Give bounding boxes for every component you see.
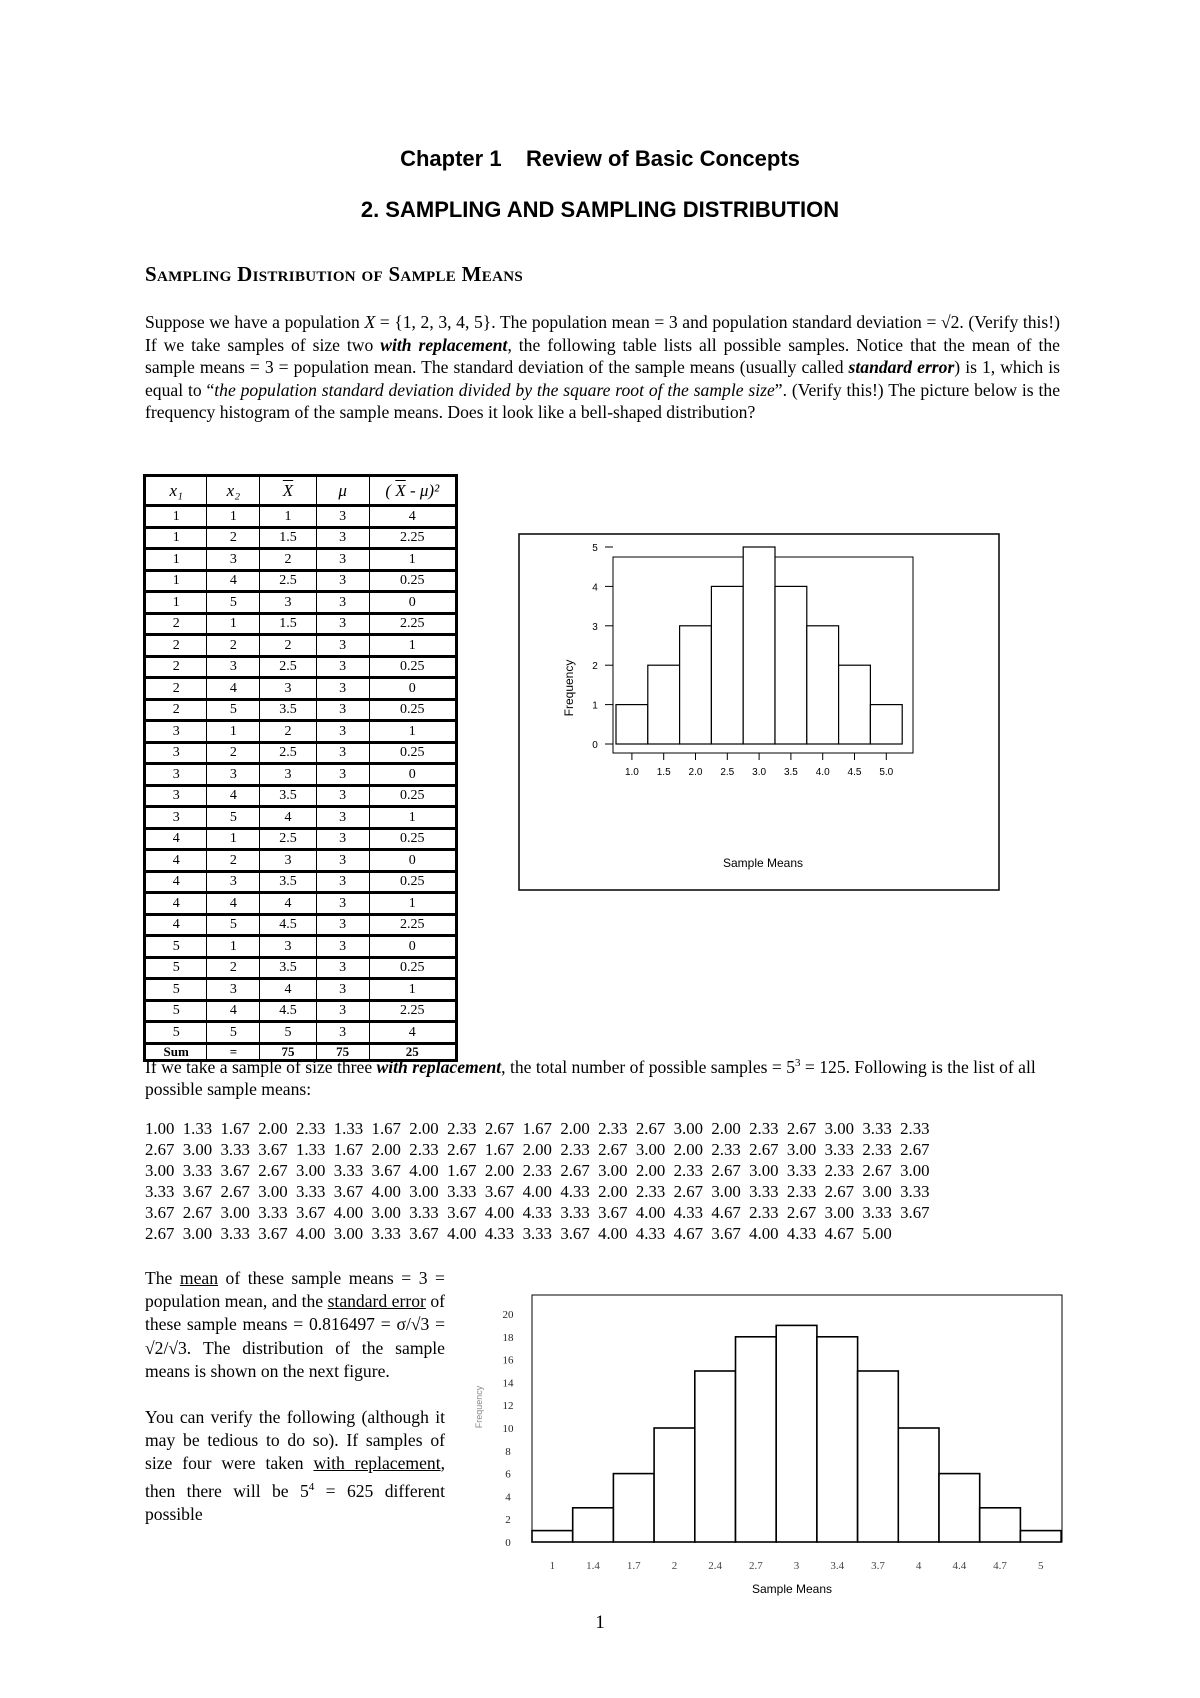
cell-sqdev: 4 — [369, 506, 456, 528]
histogram-bar — [648, 665, 680, 744]
cell-mu: 3 — [316, 936, 369, 958]
cell-x2: 5 — [207, 807, 260, 829]
sample-means-list — [145, 1118, 1075, 1244]
table-row — [145, 570, 457, 592]
cell-xbar: 3.5 — [260, 871, 316, 893]
table-row — [145, 893, 457, 915]
cell-x1: 1 — [145, 549, 207, 571]
cell-x2: 3 — [207, 871, 260, 893]
histogram-bar — [532, 1531, 573, 1542]
table-row — [145, 764, 457, 786]
x-tick-label: 5 — [1038, 1560, 1044, 1572]
cell-x1: 5 — [145, 979, 207, 1001]
cell-x1: 1 — [145, 506, 207, 528]
cell-xbar: 2.5 — [260, 742, 316, 764]
cell-xbar: 3.5 — [260, 785, 316, 807]
table-row — [145, 592, 457, 614]
table-row — [145, 656, 457, 678]
cell-sqdev: 1 — [369, 807, 456, 829]
cell-x1: 4 — [145, 828, 207, 850]
y-tick-label: 0 — [505, 1537, 511, 1549]
histogram-bar — [939, 1474, 980, 1542]
cell-xbar: 4.5 — [260, 914, 316, 936]
histogram-bar — [807, 626, 839, 744]
cell-xbar: 4 — [260, 807, 316, 829]
histogram-bar — [680, 626, 712, 744]
cell-x1: 2 — [145, 656, 207, 678]
cell-x2: 1 — [207, 721, 260, 743]
cell-mu: 3 — [316, 656, 369, 678]
histogram-bar — [573, 1508, 614, 1542]
table-row — [145, 742, 457, 764]
y-tick-label: 5 — [592, 543, 598, 554]
cell-sqdev: 0.25 — [369, 742, 456, 764]
histogram-bar — [858, 1371, 899, 1542]
x-tick-label: 3 — [793, 1560, 800, 1572]
cell-mu: 3 — [316, 828, 369, 850]
cell-xbar: 4 — [260, 893, 316, 915]
cell-x1: 2 — [145, 699, 207, 721]
cell-mu: 3 — [316, 893, 369, 915]
x-tick-label: 4.4 — [952, 1560, 967, 1572]
cell-x2: 2 — [207, 957, 260, 979]
histogram-bar — [695, 1371, 736, 1542]
table-row — [145, 678, 457, 700]
cell-sqdev: 0.25 — [369, 957, 456, 979]
histogram-sample-size-two — [518, 533, 1000, 891]
cell-mu: 3 — [316, 699, 369, 721]
table-body — [145, 506, 457, 1061]
cell-x1: 4 — [145, 914, 207, 936]
sum-cell-sqdev: 25 — [369, 1043, 456, 1060]
x-tick-label: 4 — [915, 1560, 922, 1572]
cell-xbar: 3.5 — [260, 957, 316, 979]
y-tick-label: 16 — [502, 1354, 514, 1367]
cell-sqdev: 0.25 — [369, 871, 456, 893]
x-tick-label: 1.0 — [624, 767, 639, 778]
sample-means-line: 3.33 3.67 2.67 3.00 3.33 3.67 4.00 3.00 3.33 3.67 4.00 4.33 2.00 2.33 2.67 3.00 3.33 2.33 2.67 3.00 3.33 — [145, 1182, 930, 1201]
sample-means-line: 3.00 3.33 3.67 2.67 3.00 3.33 3.67 4.00 1.67 2.00 2.33 2.67 3.00 2.00 2.33 2.67 3.00 3.33 2.33 2.67 3.00 — [145, 1161, 930, 1180]
y-tick-label: 4 — [505, 1491, 511, 1504]
cell-x1: 4 — [145, 893, 207, 915]
histogram-bar — [775, 586, 807, 744]
cell-sqdev: 0.25 — [369, 828, 456, 850]
cell-sqdev: 0 — [369, 764, 456, 786]
cell-x1: 3 — [145, 764, 207, 786]
cell-x1: 5 — [145, 957, 207, 979]
histogram-bar — [839, 665, 871, 744]
cell-x2: 2 — [207, 742, 260, 764]
cell-xbar: 3 — [260, 764, 316, 786]
cell-mu: 3 — [316, 871, 369, 893]
subheading: Sampling Distribution of Sample Means — [145, 262, 523, 286]
table-row — [145, 936, 457, 958]
cell-x1: 4 — [145, 871, 207, 893]
sample-means-line: 2.67 3.00 3.33 3.67 1.33 1.67 2.00 2.33 2.67 1.67 2.00 2.33 2.67 3.00 2.00 2.33 2.67 3.00 3.33 2.33 2.67 — [145, 1140, 930, 1159]
y-tick-label: 2 — [592, 661, 598, 673]
cell-x2: 4 — [207, 1000, 260, 1022]
sum-cell-x2: = — [207, 1043, 260, 1060]
x-tick-label: 3.7 — [871, 1560, 885, 1572]
cell-x2: 2 — [207, 635, 260, 657]
cell-sqdev: 2.25 — [369, 613, 456, 635]
y-axis-label: Frequency — [474, 1385, 484, 1429]
y-tick-label: 14 — [502, 1377, 514, 1390]
header-x2: x₂ — [207, 476, 260, 506]
histogram-bar — [616, 705, 648, 744]
cell-mu: 3 — [316, 678, 369, 700]
cell-sqdev: 1 — [369, 635, 456, 657]
cell-xbar: 2 — [260, 549, 316, 571]
cell-sqdev: 1 — [369, 979, 456, 1001]
x-tick-label: 4.5 — [847, 767, 862, 778]
verify-paragraph: You can verify the following (although it may be tedious to do so). If samples of size four were taken with replacement, then there will be $5^4 = 625$ different possible — [145, 1407, 445, 1524]
cell-x2: 1 — [207, 828, 260, 850]
histogram-bar — [736, 1337, 777, 1542]
header-x1: x₁ — [145, 476, 207, 506]
table-row — [145, 828, 457, 850]
sample-means-summary — [145, 1267, 445, 1549]
header-squared-deviation: ( $\overline{X} - \mu)^2$ — [369, 476, 456, 506]
histogram-bar — [817, 1337, 858, 1542]
histogram-bar — [654, 1428, 695, 1542]
cell-xbar: 2.5 — [260, 828, 316, 850]
cell-mu: 3 — [316, 957, 369, 979]
cell-x1: 3 — [145, 721, 207, 743]
cell-sqdev: 0.25 — [369, 699, 456, 721]
x-tick-label: 2.7 — [748, 1560, 763, 1572]
table-row — [145, 1000, 457, 1022]
table-row — [145, 785, 457, 807]
cell-xbar: 3 — [260, 592, 316, 614]
cell-xbar: 2 — [260, 635, 316, 657]
cell-x1: 5 — [145, 1022, 207, 1044]
cell-x2: 3 — [207, 549, 260, 571]
y-tick-label: 8 — [505, 1445, 511, 1458]
chapter-title: Chapter 1 Review of Basic Concepts — [400, 146, 800, 171]
cell-xbar: 3 — [260, 678, 316, 700]
cell-x1: 2 — [145, 678, 207, 700]
sum-cell-mu: 75 — [316, 1043, 369, 1060]
y-tick-label: 1 — [592, 700, 598, 712]
cell-xbar: 5 — [260, 1022, 316, 1044]
cell-mu: 3 — [316, 764, 369, 786]
histogram-bar — [980, 1508, 1021, 1542]
table-row — [145, 635, 457, 657]
cell-mu: 3 — [316, 742, 369, 764]
histogram-bar — [870, 705, 902, 744]
table-row — [145, 549, 457, 571]
histogram-bar — [613, 1474, 654, 1542]
cell-x1: 1 — [145, 527, 207, 549]
cell-sqdev: 0 — [369, 592, 456, 614]
cell-x1: 2 — [145, 635, 207, 657]
cell-mu: 3 — [316, 592, 369, 614]
cell-x1: 5 — [145, 1000, 207, 1022]
table-row — [145, 979, 457, 1001]
cell-mu: 3 — [316, 807, 369, 829]
sample-means-line: 3.67 2.67 3.00 3.33 3.67 4.00 3.00 3.33 3.67 4.00 4.33 3.33 3.67 4.00 4.33 4.67 2.33 2.67 3.00 3.33 3.67 — [145, 1203, 930, 1222]
cell-x2: 1 — [207, 936, 260, 958]
samples-table — [143, 474, 458, 1062]
cell-x1: 3 — [145, 807, 207, 829]
cell-xbar: 4.5 — [260, 1000, 316, 1022]
cell-x2: 4 — [207, 570, 260, 592]
cell-x1: 2 — [145, 613, 207, 635]
cell-sqdev: 1 — [369, 549, 456, 571]
cell-x1: 3 — [145, 785, 207, 807]
cell-mu: 3 — [316, 1022, 369, 1044]
y-tick-label: 3 — [592, 621, 598, 633]
cell-mu: 3 — [316, 570, 369, 592]
cell-sqdev: 2.25 — [369, 527, 456, 549]
cell-x2: 2 — [207, 850, 260, 872]
x-tick-label: 4.7 — [993, 1560, 1007, 1572]
cell-mu: 3 — [316, 549, 369, 571]
cell-x1: 5 — [145, 936, 207, 958]
cell-mu: 3 — [316, 979, 369, 1001]
cell-x2: 3 — [207, 979, 260, 1001]
cell-mu: 3 — [316, 506, 369, 528]
cell-sqdev: 1 — [369, 721, 456, 743]
histogram-bar — [743, 547, 775, 744]
table-header-row — [145, 476, 457, 506]
cell-x2: 1 — [207, 506, 260, 528]
cell-xbar: 1.5 — [260, 527, 316, 549]
histogram-bar — [1020, 1531, 1061, 1542]
x-axis-label: Sample Means — [722, 856, 804, 870]
y-tick-label: 20 — [502, 1309, 514, 1321]
x-axis-label: Sample Means — [751, 1582, 833, 1596]
y-tick-label: 12 — [502, 1400, 514, 1413]
cell-x1: 4 — [145, 850, 207, 872]
x-tick-label: 1.7 — [626, 1560, 641, 1572]
table-row — [145, 613, 457, 635]
size-three-paragraph: If we take a sample of size three with replacement, the total number of possible samples = $5^3 = 125$. Following is the list of all possible sample means: — [145, 1056, 1036, 1100]
cell-sqdev: 2.25 — [369, 1000, 456, 1022]
table-row — [145, 807, 457, 829]
histogram-bar — [711, 586, 743, 744]
cell-xbar: 1 — [260, 506, 316, 528]
cell-sqdev: 0.25 — [369, 785, 456, 807]
x-tick-label: 2.4 — [708, 1560, 723, 1572]
x-tick-label: 5.0 — [879, 767, 894, 778]
x-tick-label: 1.4 — [586, 1560, 600, 1572]
table-row — [145, 850, 457, 872]
cell-x1: 1 — [145, 570, 207, 592]
table-row — [145, 957, 457, 979]
cell-xbar: 2 — [260, 721, 316, 743]
section-title: 2. SAMPLING AND SAMPLING DISTRIBUTION — [360, 197, 840, 222]
x-tick-label: 2.0 — [688, 767, 703, 778]
cell-x2: 1 — [207, 613, 260, 635]
intro-paragraph: Suppose we have a population X = {1, 2, 3, 4, 5}. The population mean = 3 and population standard deviation = √2. (Verify this!) If we take samples of size two with replacement, the following table lists all possible samples. Notice that the mean of the sample means = 3 = population mean. The standard deviation of the sample means (usually called standard error) is 1, which is equal to “the population standard deviation divided by the square root of the sample size”. (Verify this!) The picture below is the frequency histogram of the sample means. Does it look like a bell-shaped distribution? — [145, 312, 1060, 423]
cell-x2: 4 — [207, 893, 260, 915]
cell-xbar: 2.5 — [260, 656, 316, 678]
table-row — [145, 527, 457, 549]
cell-x2: 5 — [207, 592, 260, 614]
summary-paragraph: The mean of these sample means = 3 = population mean, and the standard error of these sample means = 0.816497 = σ/√3 = √2/√3. The distribution of the sample means is shown on the next figure. — [145, 1268, 445, 1381]
cell-x1: 3 — [145, 742, 207, 764]
sum-cell-x1: Sum — [145, 1043, 207, 1060]
cell-sqdev: 2.25 — [369, 914, 456, 936]
cell-xbar: 1.5 — [260, 613, 316, 635]
histogram-sample-size-three — [470, 1275, 1070, 1605]
cell-sqdev: 0.25 — [369, 570, 456, 592]
page-number: 1 — [595, 1612, 605, 1633]
y-tick-label: 4 — [592, 582, 598, 594]
x-tick-label: 3.4 — [830, 1560, 845, 1572]
table-row — [145, 914, 457, 936]
cell-mu: 3 — [316, 850, 369, 872]
cell-x2: 4 — [207, 678, 260, 700]
cell-mu: 3 — [316, 635, 369, 657]
cell-xbar: 3.5 — [260, 699, 316, 721]
y-tick-label: 6 — [505, 1468, 511, 1481]
table-row — [145, 699, 457, 721]
cell-x2: 4 — [207, 785, 260, 807]
cell-mu: 3 — [316, 914, 369, 936]
cell-xbar: 3 — [260, 850, 316, 872]
cell-mu: 3 — [316, 721, 369, 743]
cell-mu: 3 — [316, 785, 369, 807]
x-tick-label: 3.0 — [752, 767, 767, 778]
table-row — [145, 721, 457, 743]
cell-x2: 5 — [207, 1022, 260, 1044]
cell-xbar: 4 — [260, 979, 316, 1001]
table-row — [145, 1022, 457, 1044]
x-tick-label: 2 — [671, 1560, 678, 1572]
cell-xbar: 3 — [260, 936, 316, 958]
header-xbar: $\overline{X}$ — [260, 476, 316, 506]
sum-cell-xbar: 75 — [260, 1043, 316, 1060]
cell-x2: 2 — [207, 527, 260, 549]
x-tick-label: 4.0 — [815, 767, 830, 778]
x-tick-label: 2.5 — [720, 767, 735, 778]
cell-sqdev: 0 — [369, 678, 456, 700]
cell-mu: 3 — [316, 613, 369, 635]
y-tick-label: 10 — [502, 1423, 514, 1435]
histogram-bar — [898, 1428, 939, 1542]
x-tick-label: 1 — [549, 1560, 556, 1572]
cell-sqdev: 4 — [369, 1022, 456, 1044]
cell-x2: 5 — [207, 699, 260, 721]
sample-means-line: 2.67 3.00 3.33 3.67 4.00 3.00 3.33 3.67 4.00 4.33 3.33 3.67 4.00 4.33 4.67 3.67 4.00 4.33 4.67 5.00 — [145, 1224, 892, 1243]
cell-sqdev: 0.25 — [369, 656, 456, 678]
cell-sqdev: 0 — [369, 936, 456, 958]
x-tick-label: 1.5 — [656, 767, 671, 778]
table-row — [145, 506, 457, 528]
table-row — [145, 871, 457, 893]
y-tick-label: 0 — [592, 740, 598, 751]
cell-x2: 3 — [207, 764, 260, 786]
y-axis-label: Frequency — [562, 659, 576, 717]
cell-mu: 3 — [316, 527, 369, 549]
y-tick-label: 2 — [505, 1514, 511, 1527]
histogram-bar — [776, 1325, 817, 1542]
cell-sqdev: 1 — [369, 893, 456, 915]
sample-means-line: 1.00 1.33 1.67 2.00 2.33 1.33 1.67 2.00 2.33 2.67 1.67 2.00 2.33 2.67 3.00 2.00 2.33 2.67 3.00 3.33 2.33 — [145, 1119, 930, 1138]
cell-sqdev: 0 — [369, 850, 456, 872]
cell-mu: 3 — [316, 1000, 369, 1022]
cell-x2: 5 — [207, 914, 260, 936]
x-tick-label: 3.5 — [783, 767, 798, 778]
cell-x2: 3 — [207, 656, 260, 678]
header-mu: μ — [316, 476, 369, 506]
cell-xbar: 2.5 — [260, 570, 316, 592]
cell-x1: 1 — [145, 592, 207, 614]
y-tick-label: 18 — [502, 1331, 514, 1344]
